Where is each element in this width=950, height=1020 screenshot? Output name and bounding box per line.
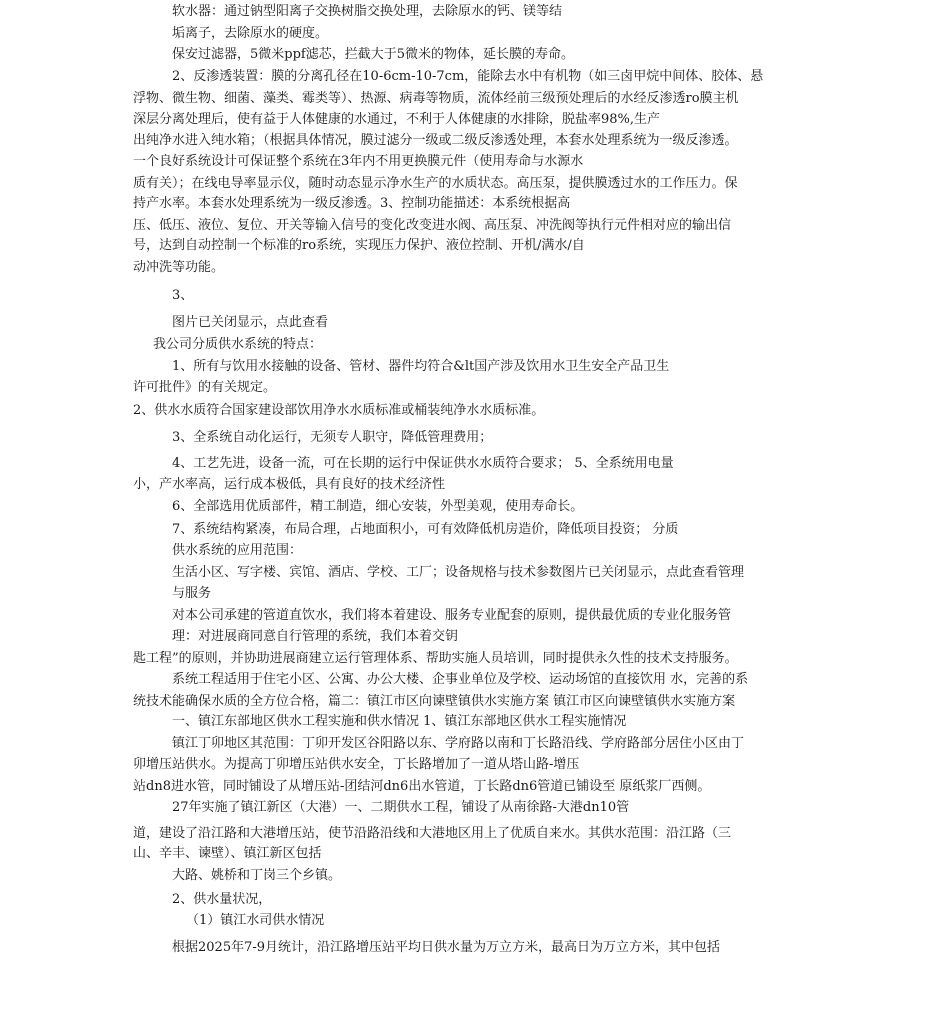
text-line: 与服务 bbox=[172, 586, 212, 601]
text-line: 3、全系统自动化运行，无须专人职守，降低管理费用； bbox=[172, 430, 493, 445]
text-line: 我公司分质供水系统的特点： bbox=[153, 337, 323, 352]
text-line: 小，产水率高，运行成本极低，具有良好的技术经济性 bbox=[133, 477, 446, 492]
text-line: 浮物、微生物、细菌、藻类、霉类等）、热源、病毒等物质，流体经前三级预处理后的水经反渗透ro膜主机 bbox=[133, 91, 739, 106]
text-line: 6、全部选用优质部件，精工制造，细心安装，外型美观，使用寿命长。 bbox=[172, 499, 584, 514]
text-line: 山、辛丰、谏壁）、镇江新区包括 bbox=[133, 846, 322, 861]
text-line: 1、所有与饮用水接触的设备、管材、器件均符合&lt国产涉及饮用水卫生安全产品卫生 bbox=[172, 359, 670, 374]
text-line: 出纯净水进入纯水箱；（根据具体情况，膜过滤分一级或二级反渗透处理，本套水处理系统为一级反渗透。 bbox=[133, 133, 738, 148]
text-line: 一、镇江东部地区供水工程实施和供水情况 1、镇江东部地区供水工程实施情况 bbox=[172, 714, 627, 729]
text-line: 持产水率。本套水处理系统为一级反渗透。3、控制功能描述：本系统根据高 bbox=[133, 196, 571, 211]
text-line: 对本公司承建的管道直饮水，我们将本着建设、服务专业配套的原则，提供最优质的专业化服务管 bbox=[172, 608, 732, 623]
text-line: 号，达到自动控制一个标准的ro系统，实现压力保护、液位控制、开机/满水/自 bbox=[133, 238, 585, 253]
text-line: 垢离子，去除原水的硬度。 bbox=[172, 26, 329, 41]
text-line: 卯增压站供水。为提高丁卯增压站供水安全，丁长路增加了一道从塔山路-增压 bbox=[133, 757, 580, 772]
text-line: 理：对进展商同意自行管理的系统，我们本着交钥 bbox=[172, 629, 459, 644]
text-line: 匙工程”的原则，并协助进展商建立运行管理体系、帮助实施人员培训，同时提供永久性的技术支持服务。 bbox=[133, 651, 738, 666]
text-line: 许可批件》的有关规定。 bbox=[133, 380, 277, 395]
text-line: 供水系统的应用范围： bbox=[172, 543, 303, 558]
text-line: 4、工艺先进，设备一流，可在长期的运行中保证供水水质符合要求； 5、全系统用电量 bbox=[172, 456, 674, 471]
text-line: 站dn8进水管，同时铺设了从增压站-团结河dn6出水管道，丁长路dn6管道已铺设至 原纸浆厂西侧。 bbox=[133, 779, 711, 794]
text-line: 统技术能确保水质的全方位合格，篇二：镇江市区向谏壁镇供水实施方案 镇江市区向谏壁镇供水实施方案 bbox=[133, 694, 736, 709]
text-line: 一个良好系统设计可保证整个系统在3年内不用更换膜元件（使用寿命与水源水 bbox=[133, 154, 584, 169]
text-line: 系统工程适用于住宅小区、公寓、办公大楼、企事业单位及学校、运动场馆的直接饮用 水，完善的系 bbox=[172, 672, 749, 687]
text-line: 质有关）；在线电导率显示仪，随时动态显示净水生产的水质状态。高压泵，提供膜透过水的工作压力。保 bbox=[133, 176, 738, 191]
text-line: 2、反渗透装置：膜的分离孔径在10-6cm-10-7cm，能除去水中有机物（如三卤甲烷中间体、胶体、悬 bbox=[172, 69, 764, 84]
text-line: 2、供水量状况， bbox=[172, 892, 272, 907]
text-line: 保安过滤器，5微米ppf滤芯，拦截大于5微米的物体，延长膜的寿命。 bbox=[172, 47, 574, 62]
text-line: （1）镇江水司供水情况 bbox=[186, 913, 325, 928]
text-line: 3、 bbox=[172, 288, 194, 303]
text-line: 大路、姚桥和丁岗三个乡镇。 bbox=[172, 868, 342, 883]
text-line: 7、系统结构紧凑，布局合理，占地面积小，可有效降低机房造价，降低项目投资； 分质 bbox=[172, 522, 679, 537]
text-line: 镇江丁卯地区其范围：丁卯开发区谷阳路以东、学府路以南和丁长路沿线、学府路部分居住小区由丁 bbox=[172, 736, 745, 751]
text-line: 软水器：通过钠型阳离子交换树脂交换处理，去除原水的钙、镁等结 bbox=[172, 4, 563, 19]
text-line: 压、低压、液位、复位、开关等输入信号的变化改变进水阀、高压泵、冲洗阀等执行元件相对应的输出信 bbox=[133, 218, 732, 233]
text-line: 深层分离处理后，使有益于人体健康的水通过，不利于人体健康的水排除，脱盐率98%,生产 bbox=[133, 112, 661, 127]
text-line: 2、供水水质符合国家建设部饮用净水水质标准或桶装纯净水水质标准。 bbox=[133, 403, 545, 418]
text-line: 动冲洗等功能。 bbox=[133, 260, 225, 275]
text-line: 道，建设了沿江路和大港增压站，使节沿路沿线和大港地区用上了优质自来水。其供水范围：沿江路（三 bbox=[133, 826, 732, 841]
image-hidden-link[interactable]: 图片已关闭显示，点此查看 bbox=[172, 315, 329, 330]
text-line: 根据2025年7-9月统计，沿江路增压站平均日供水量为万立方米，最高日为万立方米，其中包括 bbox=[172, 940, 721, 955]
text-line: 27年实施了镇江新区（大港）一、二期供水工程，铺设了从南徐路-大港dn10管 bbox=[172, 800, 630, 815]
image-hidden-link[interactable]: 生活小区、写字楼、宾馆、酒店、学校、工厂；设备规格与技术参数图片已关闭显示，点此查看管理 bbox=[172, 565, 745, 580]
